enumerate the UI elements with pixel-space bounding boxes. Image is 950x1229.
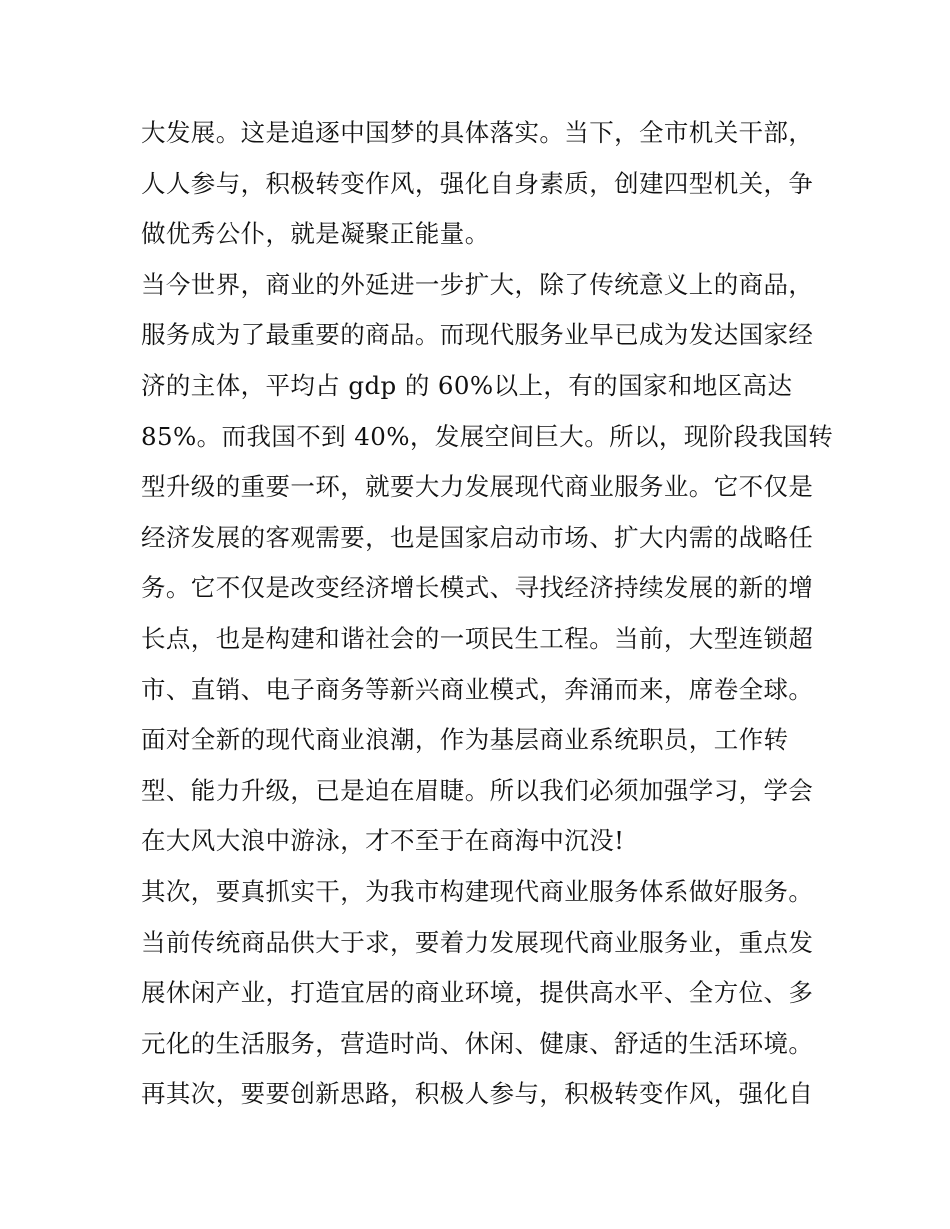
text-line: 当前传统商品供大于求，要着力发展现代商业服务业，重点发 — [141, 927, 814, 957]
text-line: 再其次，要要创新思路，积极人参与，积极转变作风，强化自 — [141, 1079, 814, 1109]
text-line: 做优秀公仆，就是凝聚正能量。 — [141, 219, 490, 249]
text-line: 在大风大浪中游泳，才不至于在商海中沉没! — [141, 826, 625, 856]
text-line: 人人参与，积极转变作风，强化自身素质，创建四型机关，争 — [141, 168, 814, 198]
text-line: 其次，要真抓实干，为我市构建现代商业服务体系做好服务。 — [141, 876, 814, 906]
body-text — [141, 108, 834, 1120]
text-line: 济的主体，平均占 gdp 的 60%以上，有的国家和地区高达 — [141, 370, 793, 400]
text-line: 展休闲产业，打造宜居的商业环境，提供高水平、全方位、多 — [141, 978, 814, 1008]
text-line: 面对全新的现代商业浪潮，作为基层商业系统职员，工作转 — [141, 725, 789, 755]
text-line: 经济发展的客观需要，也是国家启动市场、扩大内需的战略任 — [141, 522, 814, 552]
text-line: 型、能力升级，已是迫在眉睫。所以我们必须加强学习，学会 — [141, 775, 814, 805]
text-line: 大发展。这是追逐中国梦的具体落实。当下，全市机关干部， — [141, 118, 814, 147]
text-line: 85%。而我国不到 40%，发展空间巨大。所以，现阶段我国转 — [141, 421, 834, 451]
text-line: 元化的生活服务，营造时尚、休闲、健康、舒适的生活环境。 — [141, 1028, 814, 1058]
text-line: 市、直销、电子商务等新兴商业模式，奔涌而来，席卷全球。 — [141, 674, 814, 704]
text-line: 长点，也是构建和谐社会的一项民生工程。当前，大型连锁超 — [141, 623, 814, 653]
text-line: 当今世界，商业的外延进一步扩大，除了传统意义上的商品， — [141, 269, 814, 299]
text-line: 型升级的重要一环，就要大力发展现代商业服务业。它不仅是 — [141, 472, 814, 502]
text-line: 服务成为了最重要的商品。而现代服务业早已成为发达国家经 — [141, 320, 814, 350]
text-line: 务。它不仅是改变经济增长模式、寻找经济持续发展的新的增 — [141, 573, 814, 603]
